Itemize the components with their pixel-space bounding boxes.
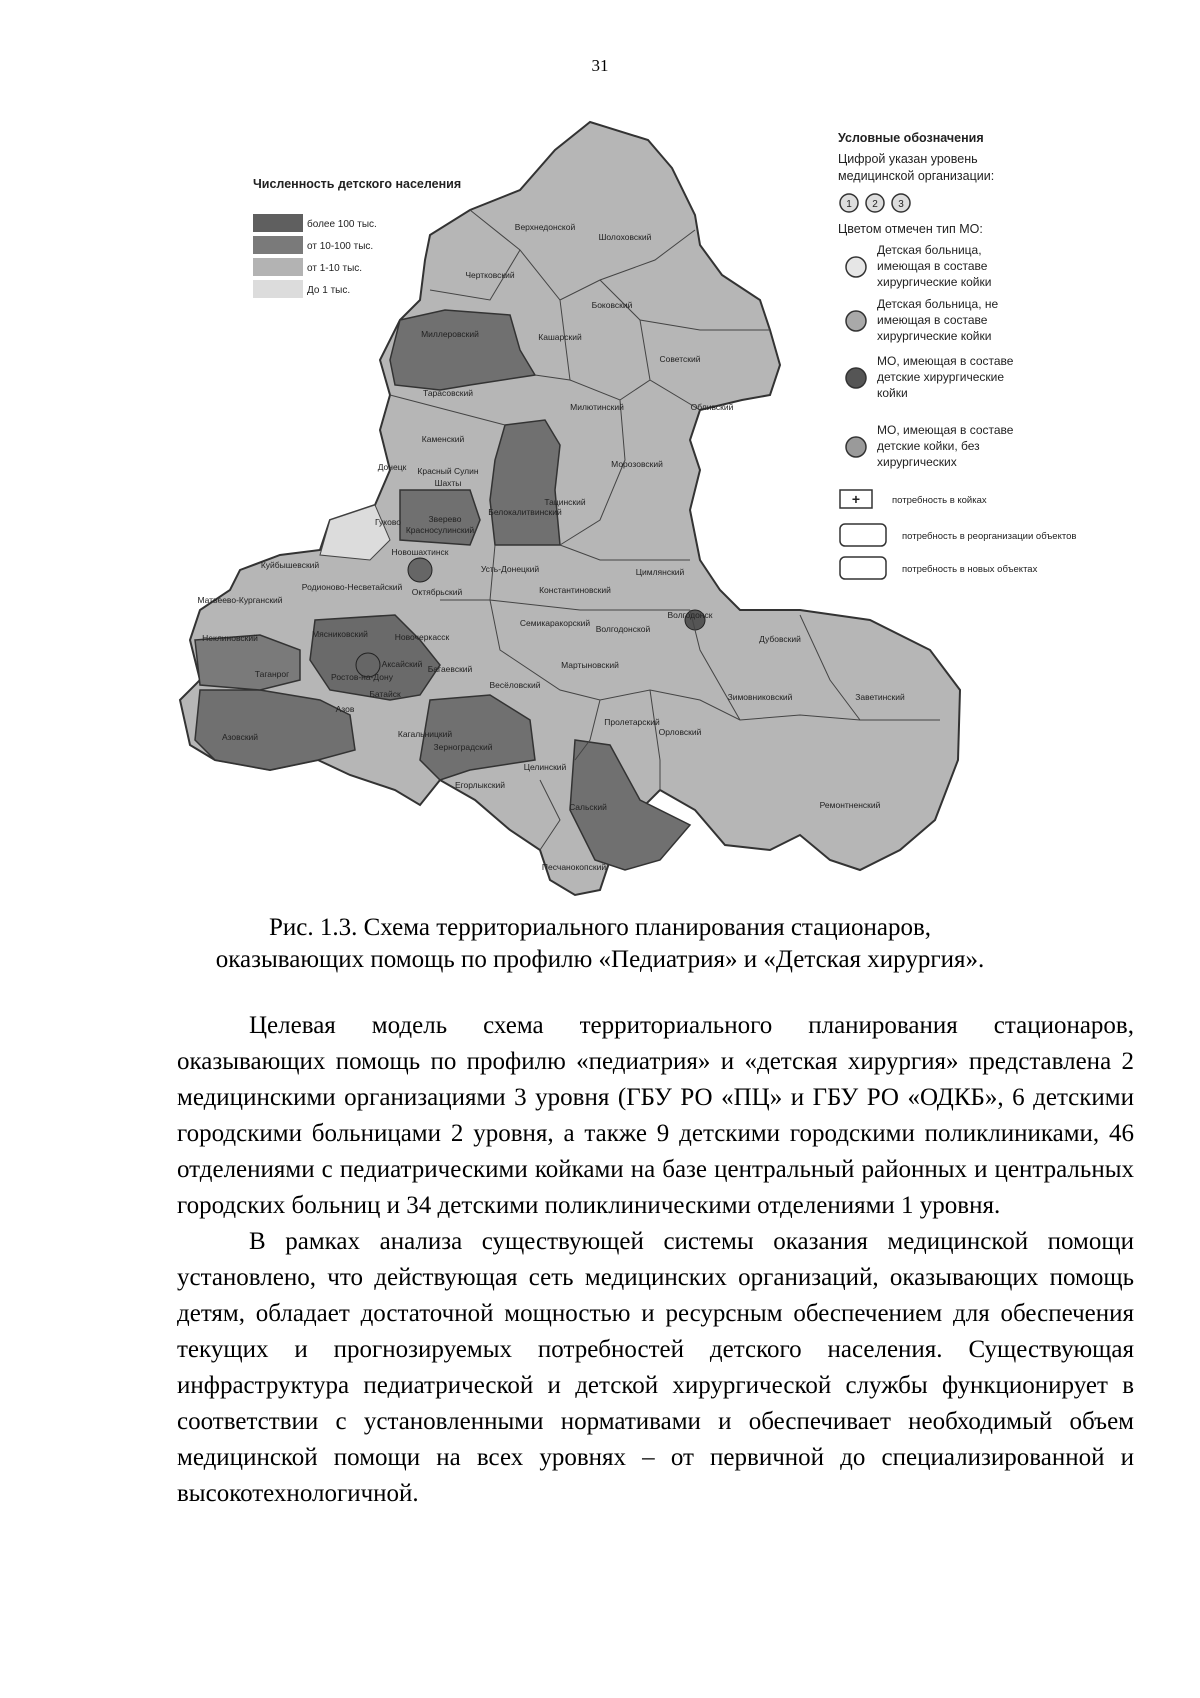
district-label: Красный Сулин <box>417 466 479 476</box>
district-label: Орловский <box>658 727 702 737</box>
population-swatch-2 <box>253 236 303 254</box>
need-new-objects-icon <box>840 557 886 579</box>
body-text <box>177 1008 1134 1512</box>
type-4-line-2: детские койки, без <box>877 439 980 453</box>
district-label: Волгодонск <box>667 610 713 620</box>
district-label: Таганрог <box>254 669 290 679</box>
population-label-2: от 10-100 тыс. <box>307 241 374 252</box>
caption-line-2: оказывающих помощь по профилю «Педиатрия» и «Детская хирургия». <box>215 946 985 973</box>
population-swatch-3 <box>253 258 303 276</box>
district-label: Матвеево-Курганский <box>197 595 283 605</box>
legend-title: Условные обозначения <box>838 131 984 145</box>
type-3-line-3: койки <box>877 386 908 400</box>
district-label: Боковский <box>591 300 633 310</box>
level-1-label: 1 <box>846 199 852 210</box>
district-label: Родионово-Несветайский <box>301 582 403 592</box>
paragraph-1: Целевая модель схема территориального планирования стационаров, оказывающих помощь по профилю «педиатрия» и «детская хирургия» представлена 2 медицинскими организациями 3 уровня (ГБУ РО «ПЦ» и ГБУ РО «ОДКБ», 6 детскими городскими больницами 2 уровня, а также 9 детскими городскими поликлиниками, 46 отделениями с педиатрическими койками на базе центральный районных и центральных городских больниц и 34 детскими поликлиническими отделениями 1 уровня. <box>177 1012 1134 1219</box>
paragraph-2: В рамках анализа существующей системы оказания медицинской помощи установлено, что действующая сеть медицинских организаций, оказывающих помощь детям, обладает достаточной мощностью и ресурсным обеспечением для обеспечения текущих и прогнозируемых потребностей детского населения. Существующая инфраструктура педиатрической и детской хирургической службы функционирует в соответствии с установленными нормативами и обеспечивает необходимый объем медицинской помощи на всех уровнях – от первичной до специализированной и высокотехнологичной. <box>177 1228 1134 1507</box>
need-beds-plus-icon: + <box>851 491 861 507</box>
legend-type-note: Цветом отмечен тип МО: <box>838 222 983 236</box>
district-label: Дубовский <box>759 634 801 644</box>
district-label: Советский <box>659 354 701 364</box>
district-label: Чертковский <box>465 270 515 280</box>
district-label: Верхнедонской <box>514 222 576 232</box>
legend-level-note-1: Цифрой указан уровень <box>838 152 978 166</box>
need-reorganization-label: потребность в реорганизации объектов <box>902 531 1077 542</box>
population-legend-title: Численность детского населения <box>253 177 462 191</box>
district-label: Ростов-на-Дону <box>331 672 393 682</box>
district-label: Мартыновский <box>561 660 619 670</box>
district-label: Багаевский <box>427 664 473 674</box>
district-label: Цимлянский <box>635 567 685 577</box>
need-beds-label: потребность в койках <box>892 495 987 506</box>
population-swatch-4 <box>253 280 303 298</box>
district-label: Ремонтненский <box>819 800 881 810</box>
district-label: Обливский <box>690 402 734 412</box>
district-label: Тарасовский <box>423 388 473 398</box>
district-label: Аксайский <box>381 659 423 669</box>
district-label: Весёловский <box>489 680 541 690</box>
district-label: Сальский <box>569 802 607 812</box>
population-label-4: До 1 тыс. <box>307 285 351 296</box>
district-label: Константиновский <box>539 585 611 595</box>
level-2-label: 2 <box>872 199 878 210</box>
type-3-line-2: детские хирургические <box>877 370 1005 384</box>
district-label: Милютинский <box>570 402 624 412</box>
need-reorganization-icon <box>840 524 886 546</box>
district-label: Миллеровский <box>421 329 479 339</box>
district-label: Каменский <box>421 434 465 444</box>
district-label: Азовский <box>221 732 259 742</box>
district-belokalitvinsky-fill <box>490 420 560 545</box>
type-3-icon <box>846 368 866 388</box>
district-label: Новочеркасск <box>394 632 450 642</box>
district-label: Зимовниковский <box>727 692 793 702</box>
page-number: 31 <box>591 56 609 75</box>
district-label: Гуково <box>375 517 401 527</box>
city-shakhty <box>408 558 432 582</box>
district-label: Кагальницкий <box>397 729 453 739</box>
district-label: Зерноградский <box>433 742 493 752</box>
district-label: Мясниковский <box>312 629 368 639</box>
population-label-3: от 1-10 тыс. <box>307 263 363 274</box>
district-label: Морозовский <box>611 459 663 469</box>
district-label: Куйбышевский <box>260 560 320 570</box>
district-label: Донецк <box>377 462 407 472</box>
type-4-icon <box>846 437 866 457</box>
district-label: Азов <box>335 704 355 714</box>
district-label: Кашарский <box>538 332 582 342</box>
district-label: Батайск <box>369 689 401 699</box>
type-2-line-2: имеющая в составе <box>877 313 988 327</box>
type-2-line-1: Детская больница, не <box>877 297 999 311</box>
district-label: Красносулинский <box>405 525 475 535</box>
need-new-objects-label: потребность в новых объектах <box>902 564 1038 575</box>
population-swatch-1 <box>253 214 303 232</box>
district-label: Новошахтинск <box>391 547 449 557</box>
district-label: Пролетарский <box>604 717 660 727</box>
district-label: Шолоховский <box>598 232 652 242</box>
district-label: Тацинский <box>544 497 586 507</box>
district-label: Октябрьский <box>411 587 463 597</box>
type-1-line-1: Детская больница, <box>877 243 982 257</box>
type-4-line-3: хирургических <box>877 455 957 469</box>
caption-line-1: Рис. 1.3. Схема территориального планирования стационаров, <box>268 914 932 941</box>
district-label: Шахты <box>434 478 462 488</box>
district-label: Семикаракорский <box>519 618 591 628</box>
district-label: Белокалитвинский <box>488 507 562 517</box>
legend-level-note-2: медицинской организации: <box>838 169 995 183</box>
type-1-line-3: хирургические койки <box>877 275 992 289</box>
type-1-line-2: имеющая в составе <box>877 259 988 273</box>
district-label: Усть-Донецкий <box>480 564 540 574</box>
type-3-line-1: МО, имеющая в составе <box>877 354 1014 368</box>
district-label: Волгодонской <box>595 624 651 634</box>
type-2-line-3: хирургические койки <box>877 329 992 343</box>
district-label: Заветинский <box>855 692 905 702</box>
district-label: Целинский <box>523 762 567 772</box>
district-label: Егорлыкский <box>454 780 506 790</box>
level-3-label: 3 <box>898 199 904 210</box>
population-label-1: более 100 тыс. <box>307 219 377 230</box>
type-2-icon <box>846 311 866 331</box>
district-label: Неклиновский <box>202 633 258 643</box>
district-label: Зверево <box>428 514 462 524</box>
type-1-icon <box>846 257 866 277</box>
figure-caption <box>0 912 1200 976</box>
district-label: Песчанокопский <box>541 862 607 872</box>
type-4-line-1: МО, имеющая в составе <box>877 423 1014 437</box>
